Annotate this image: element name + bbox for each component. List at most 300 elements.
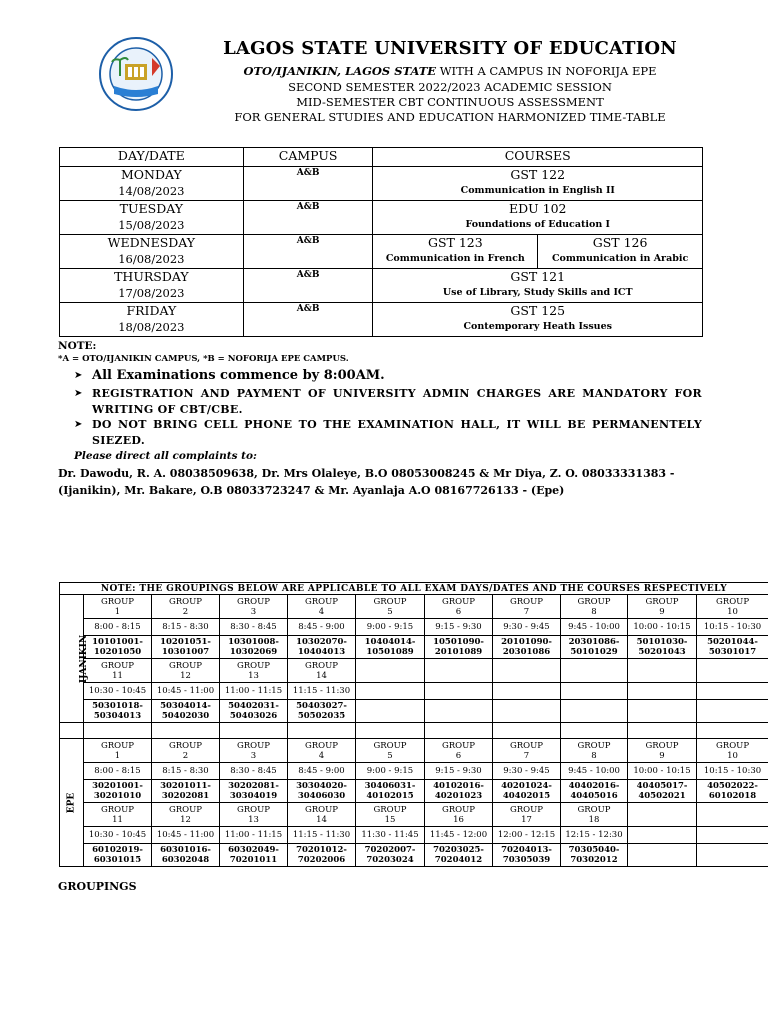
- matric-range-cell: [84, 636, 152, 659]
- matric-range-cell-line2: 10501089: [366, 647, 414, 657]
- epe-row1-groups-row: [60, 739, 768, 763]
- matric-range-cell: [561, 780, 628, 803]
- group-cell: [152, 739, 220, 763]
- group-cell-line1: GROUP: [577, 804, 611, 815]
- campus-cell: A&B: [243, 235, 373, 269]
- group-cell-line1: GROUP: [716, 596, 750, 607]
- matric-range-cell-line1: 40102016-: [433, 781, 484, 791]
- group-cell-line1: GROUP: [373, 596, 407, 607]
- matric-range-cell-line2: 30406030: [297, 791, 346, 801]
- group-cell-line1: GROUP: [577, 740, 611, 751]
- course-cell: [373, 303, 703, 337]
- matric-range-cell-line2: 40402015: [502, 791, 551, 801]
- spacer-cell: [60, 723, 84, 739]
- matric-range-cell: [84, 780, 152, 803]
- matric-range-cell-line2: 10301007: [161, 647, 210, 657]
- matric-range-cell-line2: 70202006: [297, 855, 346, 865]
- group-cell: [493, 803, 561, 827]
- group-cell: [425, 659, 493, 683]
- matric-range-cell: [697, 844, 768, 867]
- ijanikin-row1-times-row: [60, 619, 768, 636]
- matric-range-cell-line1: 30304020-: [296, 781, 347, 791]
- groupings-note-row: [60, 583, 768, 595]
- course-code: EDU 102: [508, 201, 567, 216]
- day-name: THURSDAY: [114, 269, 189, 284]
- group-cell-line2: 5: [387, 750, 393, 761]
- matric-range-cell-line2: 70201011: [229, 855, 278, 865]
- time-slot-cell: 11:00 - 11:15: [220, 683, 288, 700]
- ijanikin-row1-ranges-row: [60, 636, 768, 659]
- matric-range-cell: [493, 780, 561, 803]
- group-cell: [561, 595, 628, 619]
- group-cell-line1: GROUP: [168, 804, 203, 815]
- day-cell: [60, 201, 244, 235]
- time-slot-cell: [561, 683, 628, 700]
- group-cell-line2: 8: [591, 750, 597, 761]
- matric-range-cell-line2: 40102015: [366, 791, 414, 801]
- group-cell: [356, 595, 425, 619]
- group-cell-line2: 1: [114, 606, 121, 617]
- matric-range-cell-line2: 50304013: [93, 711, 142, 721]
- matric-range-cell: [493, 844, 561, 867]
- day-date: 15/08/2023: [118, 218, 185, 232]
- time-slot-cell: 10:30 - 10:45: [84, 683, 152, 700]
- campus-key-note: *A = OTO/IJANIKIN CAMPUS, *B = NOFORIJA EPE CAMPUS.: [58, 354, 349, 364]
- group-cell: [220, 739, 288, 763]
- matric-range-cell-line1: 70202007-: [364, 845, 416, 855]
- group-cell-line1: GROUP: [304, 596, 339, 607]
- group-cell-line2: 17: [521, 814, 532, 825]
- matric-range-cell-line1: 70203025-: [433, 845, 484, 855]
- matric-range-cell: [152, 636, 220, 659]
- matric-range-cell: [356, 700, 425, 723]
- timetable-row-monday: [60, 167, 703, 201]
- matric-range-cell: [152, 780, 220, 803]
- group-cell-line1: GROUP: [509, 804, 544, 815]
- epe-row1-ranges-row: [60, 780, 768, 803]
- bullet-item: [74, 386, 702, 418]
- group-cell: [288, 595, 356, 619]
- header-assessment-line: MID-SEMESTER CBT CONTINUOUS ASSESSMENT: [296, 95, 604, 109]
- group-cell: [84, 659, 152, 683]
- group-cell-line2: 10: [727, 606, 738, 617]
- matric-range-cell-line2: 40502021: [638, 791, 686, 801]
- header-session-line: SECOND SEMESTER 2022/2023 ACADEMIC SESSION: [288, 80, 612, 94]
- matric-range-cell-line1: 10301008-: [228, 637, 279, 647]
- matric-range-cell: [220, 700, 288, 723]
- group-cell-line2: 7: [523, 750, 530, 761]
- campus-cell: A&B: [243, 269, 373, 303]
- university-title: LAGOS STATE UNIVERSITY OF EDUCATION: [223, 38, 677, 59]
- group-cell: [84, 739, 152, 763]
- header-location-line: [180, 64, 720, 78]
- spacer-cell: [628, 723, 697, 739]
- group-cell-line2: 9: [659, 606, 665, 617]
- time-slot-cell: 9:15 - 9:30: [425, 619, 493, 636]
- group-cell-line1: GROUP: [645, 596, 679, 607]
- group-cell-line2: 6: [455, 606, 462, 617]
- matric-range-cell: [356, 780, 425, 803]
- course-code: GST 121: [510, 269, 566, 284]
- group-cell-line1: GROUP: [441, 596, 476, 607]
- group-cell: [697, 659, 768, 683]
- day-cell: [60, 235, 244, 269]
- bullet-text: All Examinations commence by 8:00AM.: [92, 368, 385, 383]
- epe-campus-label-text: EPE: [66, 792, 77, 813]
- group-cell-line1: GROUP: [100, 804, 135, 815]
- time-slot-cell: 8:30 - 8:45: [220, 619, 288, 636]
- course-title: Communication in Arabic: [551, 253, 689, 264]
- matric-range-cell-line1: 70305040-: [568, 845, 620, 855]
- arrow-bullet-icon: ➤: [74, 419, 83, 430]
- spacer-cell: [697, 723, 768, 739]
- group-cell-line1: GROUP: [236, 804, 271, 815]
- time-slot-cell: [356, 683, 425, 700]
- arrow-bullet-icon: ➤: [74, 370, 83, 381]
- matric-range-cell: [425, 636, 493, 659]
- group-cell-line2: 12: [180, 814, 191, 825]
- note-label: NOTE:: [58, 340, 97, 352]
- group-cell-line1: GROUP: [509, 740, 544, 751]
- group-cell-line1: GROUP: [100, 660, 135, 671]
- group-cell: [697, 595, 768, 619]
- groupings-footer: GROUPINGS: [58, 880, 137, 893]
- group-cell-line1: GROUP: [645, 740, 679, 751]
- epe-row2-ranges-row: [60, 844, 768, 867]
- matric-range-cell-line2: 30201010: [93, 791, 142, 801]
- group-cell-line1: GROUP: [373, 804, 407, 815]
- group-cell: [628, 595, 697, 619]
- course-code: GST 125: [510, 303, 566, 318]
- matric-range-cell: [356, 636, 425, 659]
- header-campus: CAMPUS: [243, 148, 373, 167]
- day-name: TUESDAY: [119, 201, 184, 216]
- group-cell-line2: 2: [182, 750, 189, 761]
- matric-range-cell-line2: 30202081: [161, 791, 210, 801]
- matric-range-cell: [84, 700, 152, 723]
- time-slot-cell: [628, 683, 697, 700]
- time-slot-cell: 12:15 - 12:30: [561, 827, 628, 844]
- timetable-header-row: [60, 148, 703, 167]
- group-cell: [628, 739, 697, 763]
- group-cell: [561, 659, 628, 683]
- course-cell: [373, 235, 538, 269]
- time-slot-cell: 9:15 - 9:30: [425, 763, 493, 780]
- matric-range-cell-line1: 40405017-: [636, 781, 688, 791]
- ijanikin-row2-groups-row: [60, 659, 768, 683]
- matric-range-cell: [288, 636, 356, 659]
- group-cell: [561, 739, 628, 763]
- matric-range-cell: [425, 700, 493, 723]
- matric-range-cell-line1: 40201024-: [501, 781, 552, 791]
- group-cell-line1: GROUP: [304, 660, 339, 671]
- group-cell-line1: GROUP: [100, 740, 135, 751]
- matric-range-cell-line1: 10302070-: [296, 637, 347, 647]
- group-cell: [288, 739, 356, 763]
- group-cell-line2: 9: [659, 750, 665, 761]
- matric-range-cell: [697, 780, 768, 803]
- campus-cell: A&B: [243, 201, 373, 235]
- matric-range-cell: [152, 844, 220, 867]
- time-slot-cell: 10:45 - 11:00: [152, 827, 220, 844]
- group-cell-line1: GROUP: [168, 740, 203, 751]
- day-date: 18/08/2023: [118, 320, 185, 334]
- matric-range-cell-line1: 30202081-: [228, 781, 279, 791]
- matric-range-cell: [697, 700, 768, 723]
- matric-range-cell: [288, 780, 356, 803]
- matric-range-cell-line2: 60302048: [161, 855, 210, 865]
- university-seal-logo: [98, 36, 174, 112]
- spacer-cell: [152, 723, 220, 739]
- matric-range-cell: [425, 844, 493, 867]
- matric-range-cell-line2: 30304019: [229, 791, 278, 801]
- matric-range-cell-line2: 10201050: [93, 647, 142, 657]
- time-slot-cell: 9:45 - 10:00: [561, 763, 628, 780]
- epe-row2-times-row: [60, 827, 768, 844]
- matric-range-cell-line2: 50201043: [638, 647, 686, 657]
- group-cell-line2: 14: [316, 814, 327, 825]
- group-cell: [697, 739, 768, 763]
- group-cell-line1: GROUP: [236, 660, 271, 671]
- matric-range-cell-line1: 50201044-: [707, 637, 758, 647]
- matric-range-cell-line1: 10201051-: [160, 637, 211, 647]
- time-slot-cell: 9:45 - 10:00: [561, 619, 628, 636]
- group-cell-line2: 16: [453, 814, 464, 825]
- matric-range-cell-line1: 50402031-: [228, 701, 279, 711]
- spacer-cell: [561, 723, 628, 739]
- group-cell: [288, 659, 356, 683]
- matric-range-cell-line1: 10101001-: [92, 637, 143, 647]
- course-title: Communication in English II: [460, 185, 615, 196]
- group-cell-line1: GROUP: [168, 596, 203, 607]
- group-cell-line2: 11: [112, 814, 123, 825]
- time-slot-cell: 10:00 - 10:15: [628, 619, 697, 636]
- course-cell: [373, 269, 703, 303]
- group-cell-line1: GROUP: [304, 804, 339, 815]
- time-slot-cell: [697, 827, 768, 844]
- matric-range-cell-line1: 60102019-: [92, 845, 143, 855]
- time-slot-cell: 10:15 - 10:30: [697, 763, 768, 780]
- matric-range-cell: [628, 844, 697, 867]
- course-code: GST 126: [592, 235, 648, 250]
- timetable-row-friday: [60, 303, 703, 337]
- matric-range-cell: [288, 844, 356, 867]
- header-location-rest: WITH A CAMPUS IN NOFORIJA EPE: [436, 64, 657, 78]
- matric-range-cell: [84, 844, 152, 867]
- matric-range-cell-line2: 10302069: [229, 647, 278, 657]
- group-cell-line1: GROUP: [373, 740, 407, 751]
- day-date: 17/08/2023: [118, 286, 185, 300]
- complaints-label: Please direct all complaints to:: [74, 450, 257, 462]
- group-cell: [493, 659, 561, 683]
- group-cell: [493, 595, 561, 619]
- time-slot-cell: 9:00 - 9:15: [356, 763, 425, 780]
- spacer-cell: [84, 723, 152, 739]
- matric-range-cell: [425, 780, 493, 803]
- matric-range-cell-line2: 70204012: [434, 855, 483, 865]
- epe-row1-times-row: [60, 763, 768, 780]
- course-title: Use of Library, Study Skills and ICT: [442, 287, 633, 298]
- matric-range-cell: [288, 700, 356, 723]
- matric-range-cell: [628, 780, 697, 803]
- time-slot-cell: 8:00 - 8:15: [84, 763, 152, 780]
- matric-range-cell-line2: 50402030: [161, 711, 210, 721]
- group-cell-line2: 10: [727, 750, 738, 761]
- matric-range-cell-line2: 40201023: [434, 791, 483, 801]
- day-date: 14/08/2023: [118, 184, 185, 198]
- time-slot-cell: 9:30 - 9:45: [493, 763, 561, 780]
- time-slot-cell: 10:00 - 10:15: [628, 763, 697, 780]
- day-name: WEDNESDAY: [107, 235, 196, 250]
- matric-range-cell-line2: 70305039: [502, 855, 551, 865]
- time-slot-cell: [628, 827, 697, 844]
- group-cell-line1: GROUP: [236, 740, 271, 751]
- matric-range-cell-line1: 50301018-: [92, 701, 143, 711]
- group-cell-line2: 5: [387, 606, 393, 617]
- matric-range-cell-line2: 50403026: [229, 711, 278, 721]
- spacer-cell: [493, 723, 561, 739]
- matric-range-cell-line1: 50403027-: [296, 701, 347, 711]
- group-cell-line1: GROUP: [577, 596, 611, 607]
- time-slot-cell: [697, 683, 768, 700]
- matric-range-cell: [628, 636, 697, 659]
- timetable-row-thursday: [60, 269, 703, 303]
- matric-range-cell: [493, 700, 561, 723]
- day-name: FRIDAY: [126, 303, 177, 318]
- group-cell-line2: 18: [588, 814, 600, 825]
- course-title: Foundations of Education I: [465, 219, 610, 230]
- group-cell: [220, 659, 288, 683]
- group-cell-line1: GROUP: [441, 804, 476, 815]
- group-cell-line1: GROUP: [716, 740, 750, 751]
- matric-range-cell-line1: 70201012-: [296, 845, 347, 855]
- course-cell: [373, 201, 703, 235]
- time-slot-cell: 10:15 - 10:30: [697, 619, 768, 636]
- day-name: MONDAY: [120, 167, 182, 182]
- spacer-cell: [288, 723, 356, 739]
- matric-range-cell-line1: 60302049-: [228, 845, 279, 855]
- matric-range-cell-line2: 20101089: [434, 647, 483, 657]
- epe-campus-label: [60, 739, 84, 867]
- group-cell-line2: 1: [114, 750, 121, 761]
- course-title: Contemporary Heath Issues: [463, 321, 612, 332]
- group-cell: [425, 739, 493, 763]
- group-cell: [356, 659, 425, 683]
- matric-range-cell-line1: 50101030-: [636, 637, 688, 647]
- matric-range-cell-line1: 60301016-: [160, 845, 211, 855]
- matric-range-cell: [561, 700, 628, 723]
- time-slot-cell: 11:15 - 11:30: [288, 683, 356, 700]
- day-date: 16/08/2023: [118, 252, 185, 266]
- matric-range-cell-line1: 50304014-: [160, 701, 211, 711]
- group-cell: [152, 659, 220, 683]
- day-cell: [60, 269, 244, 303]
- group-cell-line2: 3: [250, 606, 257, 617]
- matric-range-cell: [356, 844, 425, 867]
- matric-range-cell-line2: 50101029: [570, 647, 618, 657]
- group-cell-line2: 14: [316, 670, 327, 681]
- matric-range-cell: [493, 636, 561, 659]
- ijanikin-row2-times-row: [60, 683, 768, 700]
- time-slot-cell: 11:15 - 11:30: [288, 827, 356, 844]
- group-cell: [220, 803, 288, 827]
- matric-range-cell-line2: 40405016: [570, 791, 618, 801]
- course-title: Communication in French: [385, 253, 525, 264]
- course-cell-2: [538, 235, 703, 269]
- ijanikin-row1-groups-row: [60, 595, 768, 619]
- header-location-italic: OTO/IJANIKIN, LAGOS STATE: [243, 64, 437, 78]
- group-cell-line2: 6: [455, 750, 462, 761]
- matric-range-cell-line2: 60301015: [93, 855, 142, 865]
- matric-range-cell-line1: 30406031-: [364, 781, 416, 791]
- arrow-bullet-icon: ➤: [74, 388, 83, 399]
- group-cell: [152, 595, 220, 619]
- group-cell-line1: GROUP: [441, 740, 476, 751]
- matric-range-cell-line2: 50301017: [708, 647, 757, 657]
- group-cell: [356, 739, 425, 763]
- ijanikin-campus-label-text: IJANIKIN: [79, 634, 90, 683]
- time-slot-cell: 8:45 - 9:00: [288, 763, 356, 780]
- bullet-text: DO NOT BRING CELL PHONE TO THE EXAMINATION HALL, IT WILL BE PERMANENTELY SIEZED.: [92, 418, 702, 447]
- time-slot-cell: 10:45 - 11:00: [152, 683, 220, 700]
- group-cell: [84, 803, 152, 827]
- matric-range-cell-line1: 20301086-: [568, 637, 620, 647]
- matric-range-cell-line1: 40402016-: [568, 781, 620, 791]
- header-courses: COURSES: [373, 148, 703, 167]
- day-cell: [60, 167, 244, 201]
- group-cell: [288, 803, 356, 827]
- header-day-date: DAY/DATE: [60, 148, 244, 167]
- time-slot-cell: 11:30 - 11:45: [356, 827, 425, 844]
- time-slot-cell: 10:30 - 10:45: [84, 827, 152, 844]
- matric-range-cell-line2: 10404013: [297, 647, 346, 657]
- groupings-table: [59, 582, 768, 867]
- spacer-cell: [220, 723, 288, 739]
- matric-range-cell-line1: 70204013-: [501, 845, 552, 855]
- time-slot-cell: 11:00 - 11:15: [220, 827, 288, 844]
- section-spacer-row: [60, 723, 768, 739]
- matric-range-cell: [561, 636, 628, 659]
- timetable-row-tuesday: [60, 201, 703, 235]
- group-cell-line2: 15: [384, 814, 396, 825]
- ijanikin-row2-ranges-row: [60, 700, 768, 723]
- time-slot-cell: 11:45 - 12:00: [425, 827, 493, 844]
- course-code: GST 122: [510, 167, 566, 182]
- time-slot-cell: 8:15 - 8:30: [152, 619, 220, 636]
- course-code: GST 123: [428, 235, 483, 250]
- group-cell: [493, 739, 561, 763]
- group-cell-line2: 13: [248, 814, 259, 825]
- time-slot-cell: 12:00 - 12:15: [493, 827, 561, 844]
- group-cell: [697, 803, 768, 827]
- time-slot-cell: 8:00 - 8:15: [84, 619, 152, 636]
- matric-range-cell: [628, 700, 697, 723]
- matric-range-cell: [697, 636, 768, 659]
- matric-range-cell-line1: 30201011-: [160, 781, 211, 791]
- bullet-item: [74, 368, 702, 384]
- exam-timetable: [59, 147, 703, 337]
- epe-row2-groups-row: [60, 803, 768, 827]
- group-cell-line2: 2: [182, 606, 189, 617]
- group-cell: [84, 595, 152, 619]
- group-cell: [152, 803, 220, 827]
- complaints-contacts: Dr. Dawodu, R. A. 08038509638, Dr. Mrs Olaleye, B.O 08053008245 & Mr Diya, Z. O. 08033331383 - (Ijanikin), Mr. Bakare, O.B 08033723247 & Mr. Ayanlaja A.O 08167726133 - (Epe): [58, 467, 675, 497]
- group-cell-line1: GROUP: [236, 596, 271, 607]
- time-slot-cell: 9:00 - 9:15: [356, 619, 425, 636]
- spacer-cell: [356, 723, 425, 739]
- spacer-cell: [425, 723, 493, 739]
- time-slot-cell: 8:45 - 9:00: [288, 619, 356, 636]
